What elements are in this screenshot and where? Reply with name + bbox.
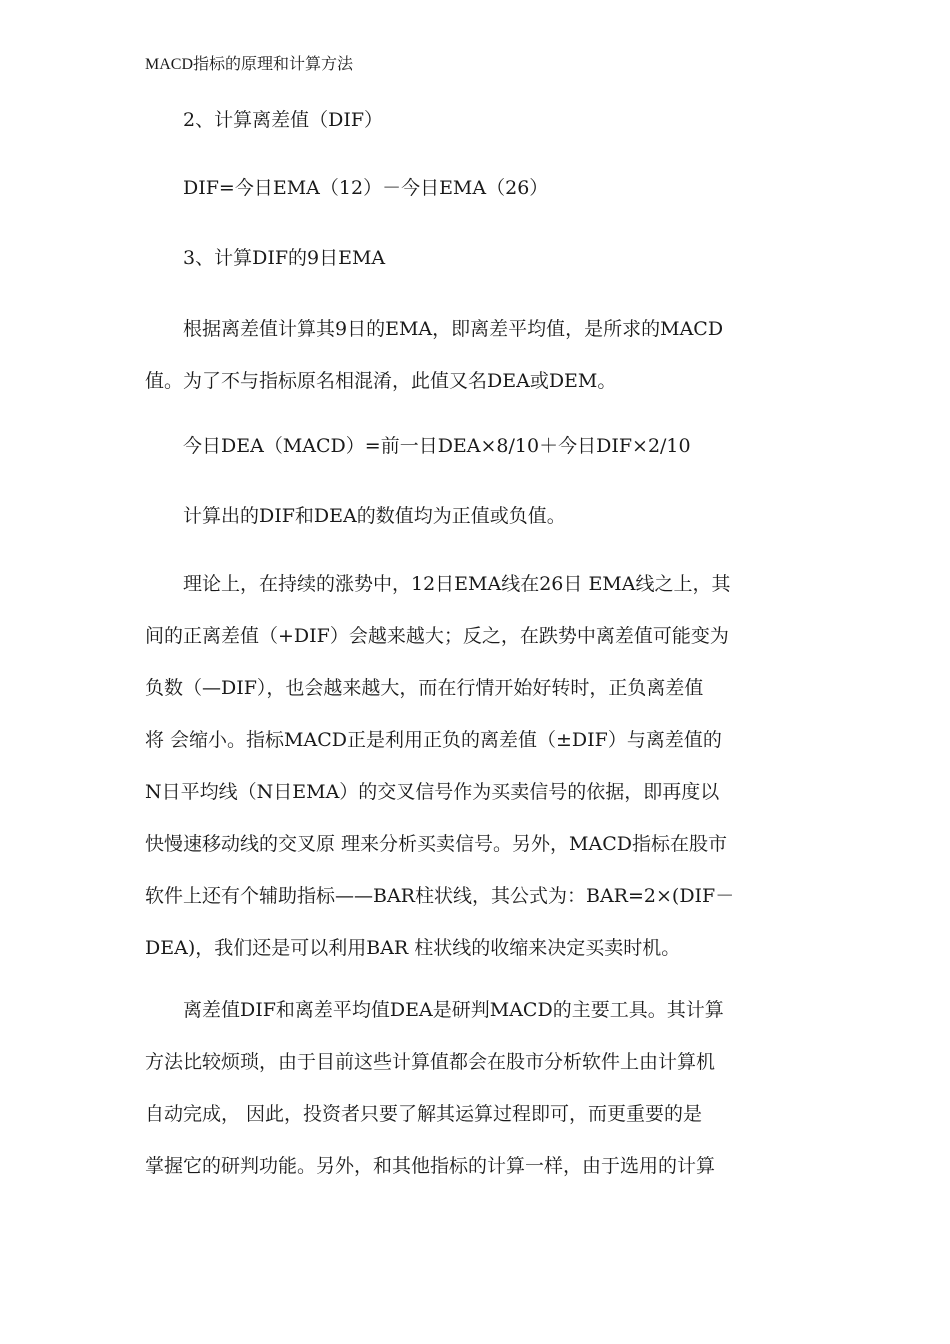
paragraph-line: 掌握它的研判功能。另外，和其他指标的计算一样，由于选用的计算	[145, 1155, 716, 1177]
sign-note: 计算出的DIF和DEA的数值均为正值或负值。	[183, 505, 566, 527]
paragraph-line: 离差值DIF和离差平均值DEA是研判MACD的主要工具。其计算	[183, 999, 724, 1021]
paragraph-line: 快慢速移动线的交叉原 理来分析买卖信号。另外，MACD指标在股市	[145, 833, 727, 855]
paragraph-line: 将 会缩小。指标MACD正是利用正负的离差值（±DIF）与离差值的	[145, 729, 722, 751]
step3-heading-block	[145, 232, 820, 284]
paragraph-line: N日平均线（N日EMA）的交叉信号作为买卖信号的依据，即再度以	[145, 781, 720, 803]
dea-formula: 今日DEA（MACD）=前一日DEA×8/10＋今日DIF×2/10	[183, 435, 691, 457]
step2-heading: 2、计算离差值（DIF）	[183, 109, 384, 131]
step3-heading: 3、计算DIF的9日EMA	[183, 247, 386, 269]
paragraph-line: 软件上还有个辅助指标——BAR柱状线，其公式为：BAR=2×(DIF－	[145, 885, 735, 907]
theory-paragraph	[145, 558, 820, 974]
paragraph-line: DEA)，我们还是可以利用BAR 柱状线的收缩来决定买卖时机。	[145, 937, 681, 959]
paragraph-line: 自动完成， 因此，投资者只要了解其运算过程即可，而更重要的是	[145, 1103, 703, 1125]
dif-formula: DIF=今日EMA（12）－今日EMA（26）	[183, 177, 549, 199]
step2-formula-block	[145, 162, 820, 214]
dea-formula-block	[145, 420, 820, 472]
paragraph-line: 根据离差值计算其9日的EMA，即离差平均值，是所求的MACD	[183, 318, 724, 340]
paragraph-line: 值。为了不与指标原名相混淆，此值又名DEA或DEM。	[145, 370, 617, 392]
page-header: MACD指标的原理和计算方法	[145, 56, 354, 73]
paragraph-line: 间的正离差值（+DIF）会越来越大；反之，在跌势中离差值可能变为	[145, 625, 729, 647]
paragraph-line: 理论上，在持续的涨势中，12日EMA线在26日 EMA线之上，其	[183, 573, 731, 595]
paragraph-line: 负数（—DIF），也会越来越大，而在行情开始好转时，正负离差值	[145, 677, 704, 699]
sign-note-block	[145, 490, 820, 542]
tools-paragraph	[145, 984, 820, 1192]
paragraph-line: 方法比较烦琐，由于目前这些计算值都会在股市分析软件上由计算机	[145, 1051, 716, 1073]
dea-paragraph	[145, 303, 820, 407]
step2-heading-block	[145, 94, 820, 146]
